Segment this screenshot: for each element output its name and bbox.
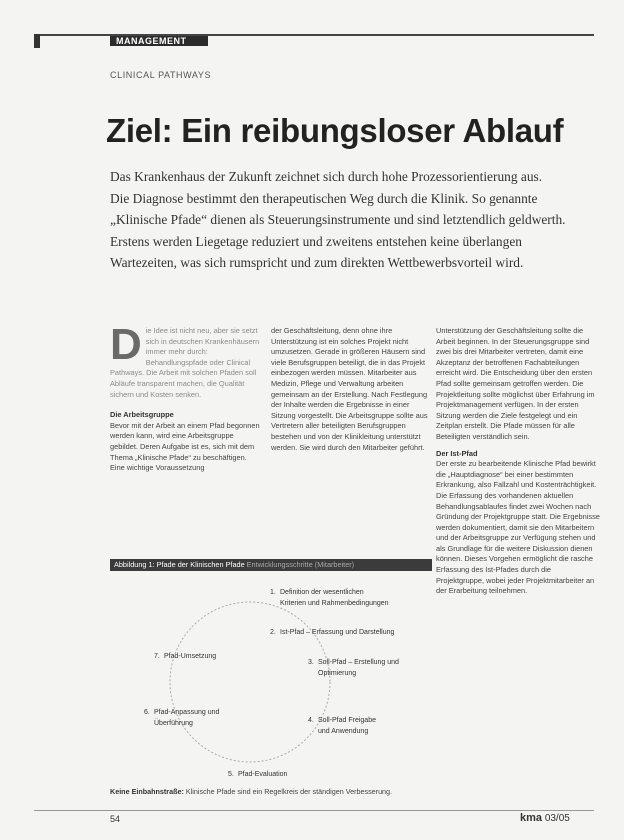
body-column-3 (436, 326, 601, 597)
intro-text: ie Idee ist nicht neu, aber sie setzt sich in deutschen Krankenhäusern immer mehr durch: Behandlungspfade oder Clinical Pathways. Die Arbeit mit solchen Pfaden soll Abläufe transparent machen, die Qualität sichern und Kosten senken. (110, 326, 260, 399)
caption-bold: Keine Einbahnstraße: (110, 787, 184, 796)
step-3-label: 3. Soll-Pfad – Erstellung und Optimierung (308, 659, 399, 677)
drop-cap: D (110, 320, 142, 369)
lead-line: „Klinische Pfade“ dienen als Steuerungsinstrumente und sind letztendlich geldwerth. (110, 212, 566, 227)
lead-line: Das Krankenhaus der Zukunft zeichnet sich durch hohe Prozessorientierung aus. (110, 169, 543, 184)
subheading: Die Arbeitsgruppe (110, 410, 174, 420)
body-column-2 (271, 326, 428, 453)
page-number: 54 (110, 814, 121, 824)
step-5 (228, 771, 288, 778)
section-label: MANAGEMENT (110, 36, 208, 46)
article-lead (110, 166, 590, 274)
body-text: der Geschäftsleitung, denn ohne ihre Unterstützung ist ein solches Projekt nicht umzusetzen. Gerade in größeren Häusern sind viele Berufsgruppen beteiligt, die in das Projekt einbezogen werden müssen. Mitarbeiter aus Medizin, Pflege und Verwaltung arbeiten gemeinsam an der Erstellung. Nach Festlegung der Inhalte werden die Ergebnisse in einer Sitzung vorgestellt. Die Arbeitsgruppe sollte aus Vertretern aller beteiligten Berufsgruppen bestehen und von der Klinikleitung unterstützt werden. Sie wird durch den Mitarbeiter geführt. (271, 326, 428, 452)
body-text: Der erste zu bearbeitende Klinische Pfad bewirkt die „Hauptdiagnose“ bei einer bestimmten Erkrankung, also Fallzahl und Kostenträchtigkeit. Die Erfassung des vorhandenen aktuellen Behandlungsablaufes findet zwei Wochen nach Gründung der Projektgruppe statt. Die Ergebnisse werden dokumentiert, damit sie den Mitarbeitern und der Arbeitsgruppe zur Verfügung stehen und als Grundlage für die weitere Diskussion dienen können. Dieses Vorgehen ermöglicht die rasche Erfassung des Ist-Pfades durch die Projektgruppe, wobei jeder Projektmitarbeiter an der Erarbeitung teilnehmen. (436, 459, 600, 596)
figure-label-extra: Entwicklungsschritte (Mitarbeiter) (246, 560, 355, 569)
step-2 (270, 629, 395, 636)
issue-number: 03/05 (544, 813, 570, 824)
article-title: Ziel: Ein reibungsloser Ablauf (106, 112, 564, 149)
body-text: Unterstützung der Geschäftsleitung sollte die Arbeit beginnen. In der Steuerungsgruppe sind zwei bis drei Mitarbeiter vertreten, damit eine Akzeptanz der betroffenen Fachabteilungen erreicht wird. Die Entscheidung über den ersten Pfad sollte gemeinsam getroffen werden. Die Projektleitung sollte möglichst über Erfahrung im Projektmanagement verfügen. In der ersten Sitzung werden die Ziele festgelegt und ein Zeitplan erstellt. Die Pfade müssen für alle Beteiligten verständlich sein. (436, 326, 595, 441)
body-column-1 (110, 320, 260, 474)
lead-line: Die Diagnose bestimmt den therapeutischen Weg durch die Klinik. So genannte (110, 190, 538, 206)
cycle-circle (170, 602, 330, 762)
lead-line: Wartezeiten, was sich rumspricht und zum direkten Wettbewerbsvorteil wird. (110, 255, 524, 270)
subheading: Der Ist-Pfad (436, 448, 478, 458)
body-text: Bevor mit der Arbeit an einem Pfad begonnen werden kann, wird eine Arbeitsgruppe gebildet. Deren Aufgabe ist es, sich mit dem Thema „Klinische Pfade“ zu beschäftigen. Eine wichtige Voraussetzung (110, 420, 260, 473)
step-1-label: 1. Definition der wesentlichen Kriterien und Rahmenbedingungen (270, 589, 389, 607)
magazine-issue (520, 812, 570, 824)
eyebrow-label: CLINICAL PATHWAYS (110, 70, 212, 80)
figure-caption (110, 787, 440, 796)
pathway-cycle-diagram (110, 574, 430, 784)
step-7 (154, 653, 216, 660)
lead-line: Erstens werden Liegetage reduziert und zweitens entstehen keine überlangen (110, 233, 522, 249)
step-7-label: 7. Pfad-Umsetzung (154, 653, 217, 660)
caption-text: Klinische Pfade sind ein Regelkreis der ständigen Verbesserung. (183, 787, 393, 796)
magazine-name: kma (520, 812, 543, 824)
figure-label-bar (110, 559, 432, 571)
step-4 (308, 717, 378, 735)
step-1 (270, 589, 389, 607)
figure-label: Abbildung 1: Pfade der Klinischen Pfade (114, 560, 245, 569)
step-6 (144, 709, 221, 727)
step-5-label: 5. Pfad-Evaluation (228, 771, 288, 778)
section-marker (34, 34, 40, 48)
step-3 (308, 659, 401, 677)
step-2-label: 2. Ist-Pfad – Erfassung und Darstellung (270, 629, 395, 636)
step-6-label: 6. Pfad-Anpassung und Überführung (144, 709, 220, 727)
step-4-label: 4. Soll-Pfad Freigabe und Anwendung (308, 717, 376, 735)
footer-rule (34, 810, 594, 811)
